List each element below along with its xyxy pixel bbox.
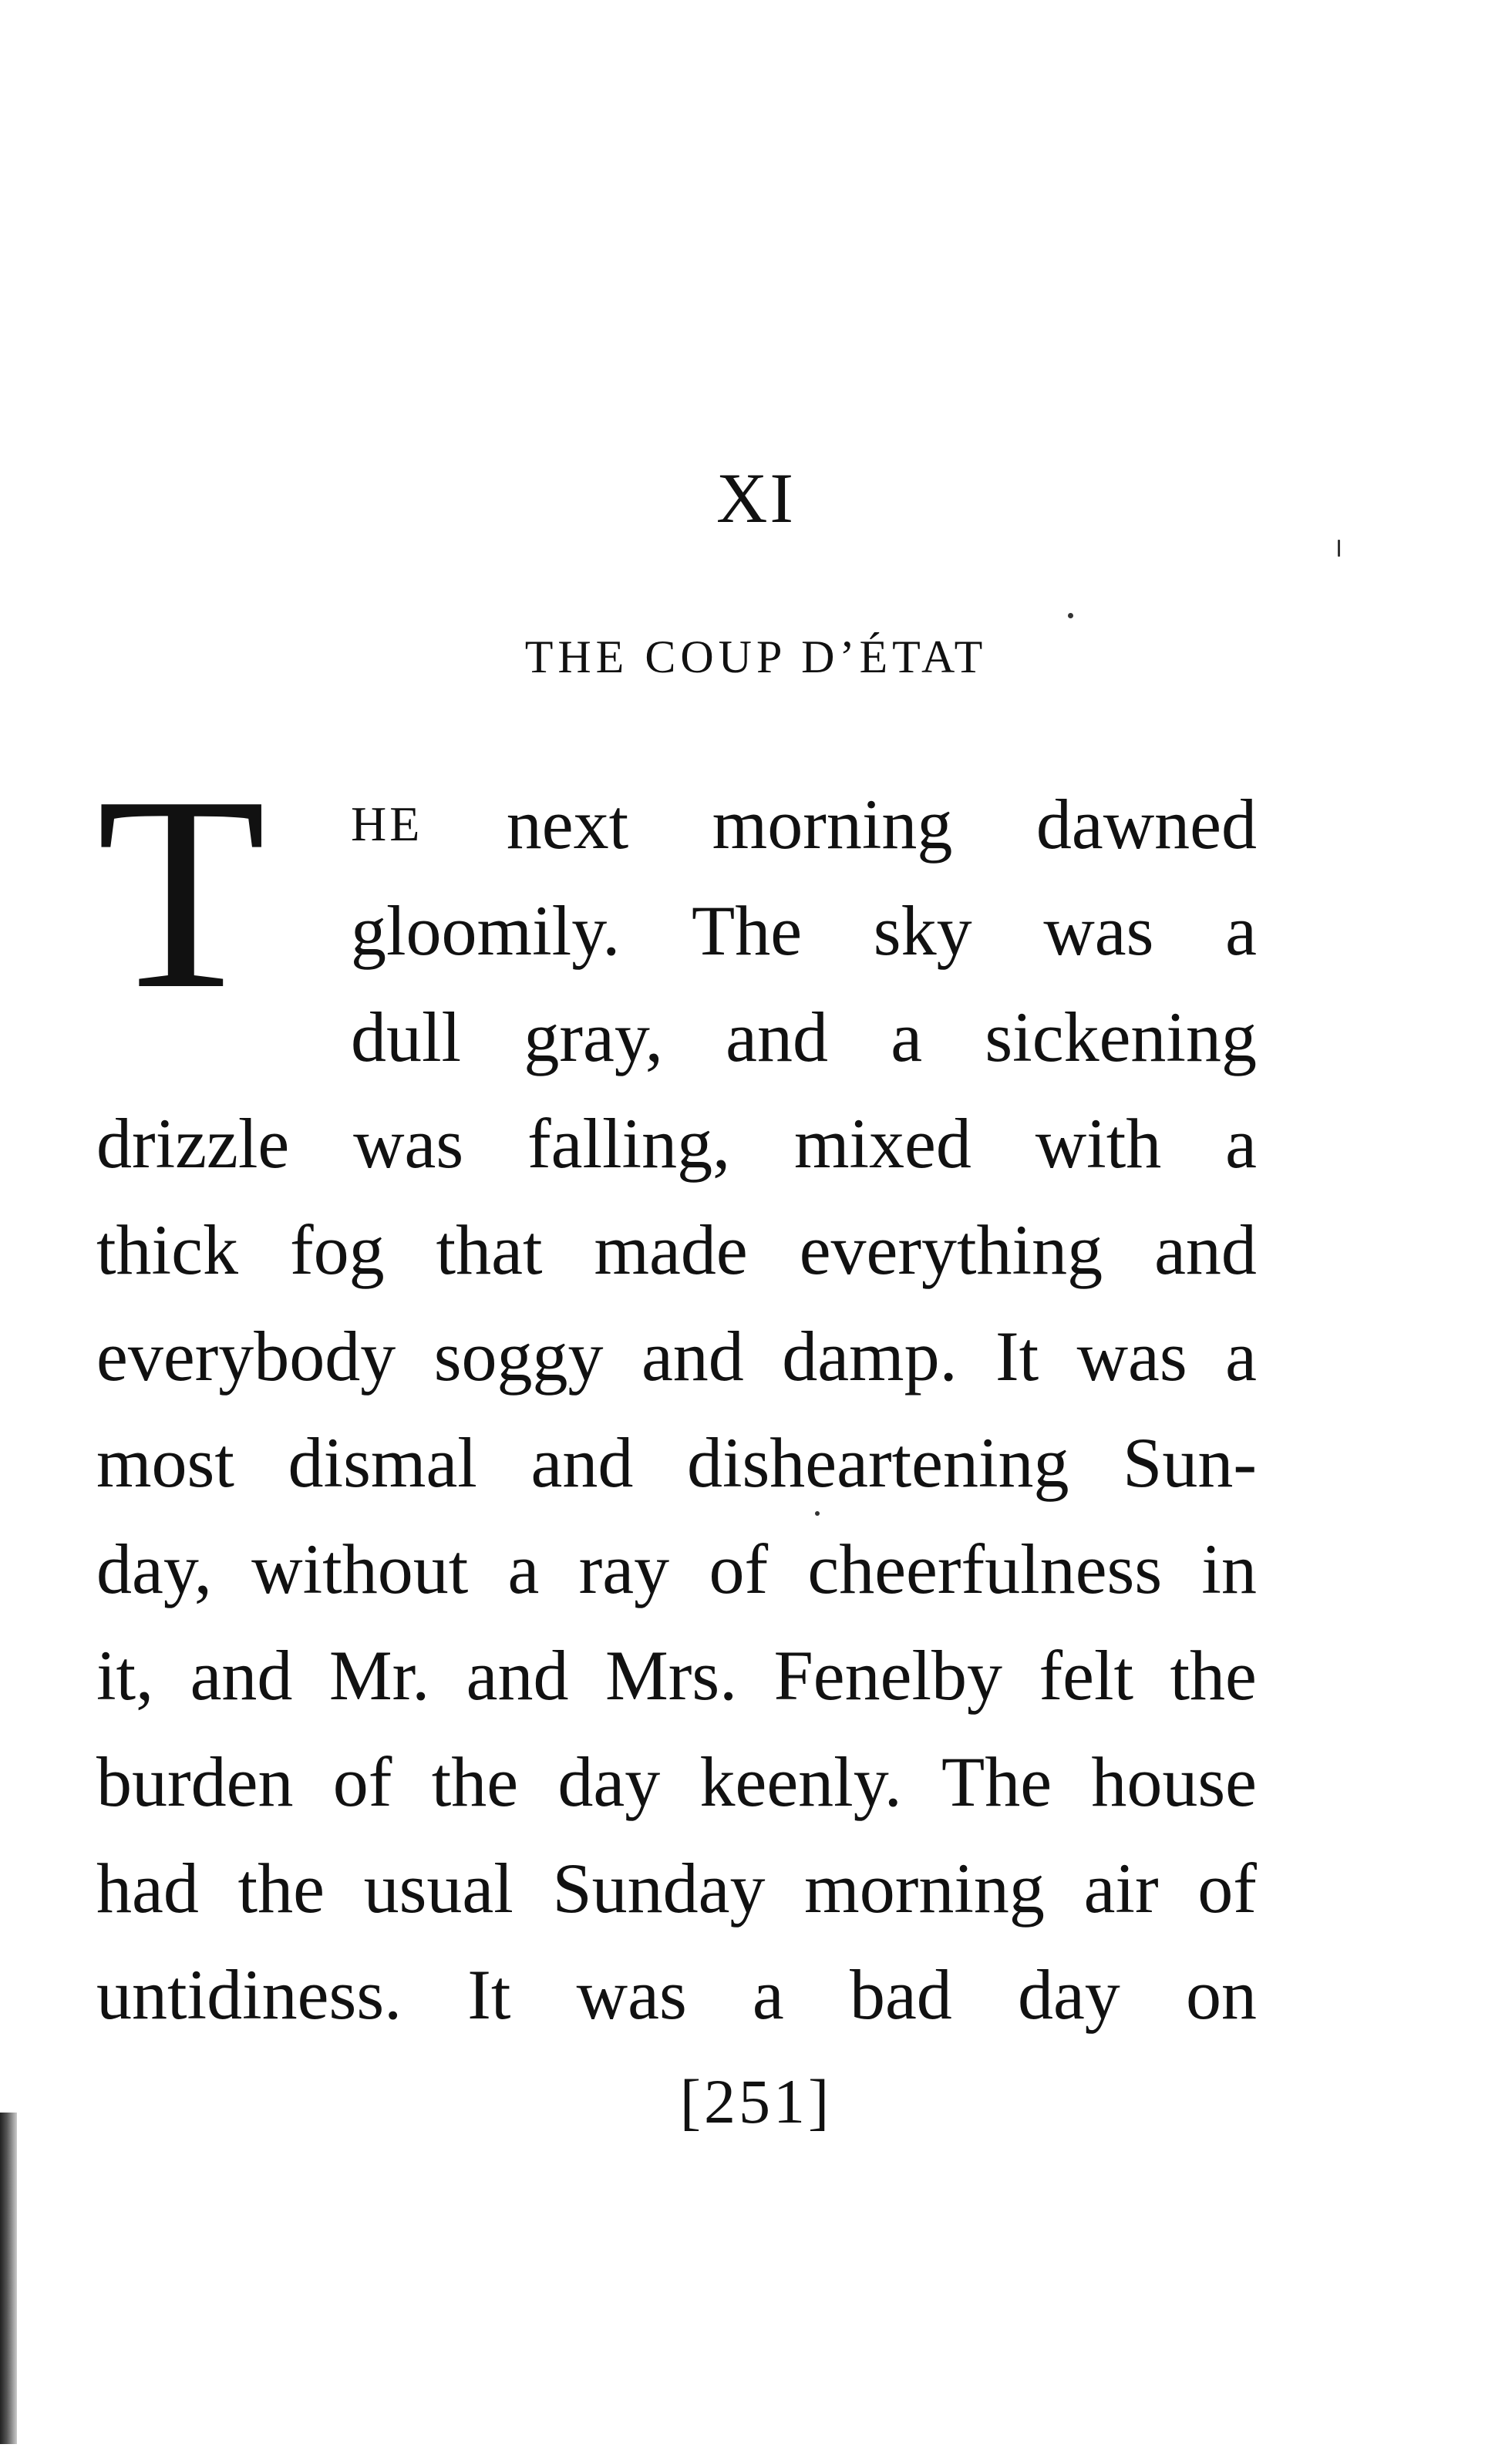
word: sickening	[985, 998, 1257, 1076]
word: Sunday	[552, 1849, 766, 1927]
word: a	[891, 998, 923, 1076]
text-line	[96, 1941, 1257, 2048]
word: day,	[96, 1530, 212, 1608]
word: bad	[849, 1955, 952, 2034]
word: air	[1083, 1849, 1159, 1927]
word: Sun-	[1123, 1423, 1257, 1502]
word: The	[692, 891, 803, 970]
word: it,	[96, 1636, 154, 1715]
word: next	[506, 785, 629, 864]
word: with	[1035, 1104, 1162, 1183]
word: day	[557, 1742, 661, 1821]
word: and	[466, 1636, 569, 1715]
word: Mr.	[328, 1636, 430, 1715]
word: everything	[799, 1210, 1103, 1289]
word: a	[1225, 1104, 1257, 1183]
word: ray	[578, 1530, 670, 1608]
word: dawned	[1036, 785, 1257, 864]
text-line	[351, 771, 1257, 877]
word: the	[1170, 1636, 1257, 1715]
word: drizzle	[96, 1104, 290, 1183]
word: usual	[363, 1849, 514, 1927]
scan-speck	[1338, 540, 1340, 557]
word: of	[332, 1742, 392, 1821]
word: of	[1197, 1849, 1257, 1927]
word: HE	[351, 796, 423, 851]
word: cheerfulness	[807, 1530, 1163, 1608]
word: and	[1154, 1210, 1257, 1289]
word: the	[431, 1742, 519, 1821]
word: a	[752, 1955, 784, 2034]
word: the	[237, 1849, 325, 1927]
word: Mrs.	[604, 1636, 738, 1715]
word: a	[1225, 1317, 1257, 1396]
scan-speck	[815, 1511, 820, 1516]
word: on	[1185, 1955, 1257, 2034]
word: Fenelby	[773, 1636, 1003, 1715]
text-line	[96, 1090, 1257, 1197]
word: morning	[804, 1849, 1045, 1927]
word: a	[1225, 891, 1257, 970]
word: It	[995, 1317, 1039, 1396]
text-line	[96, 1197, 1257, 1303]
word: damp.	[782, 1317, 958, 1396]
text-line	[96, 1516, 1257, 1622]
word: and	[726, 998, 828, 1076]
word: and	[641, 1317, 744, 1396]
drop-cap: T	[96, 739, 266, 1046]
page-number: [251]	[679, 2066, 833, 2136]
word: fog	[289, 1210, 385, 1289]
text-line	[96, 1835, 1257, 1941]
word: thick	[96, 1210, 238, 1289]
word: mixed	[793, 1104, 972, 1183]
text-line	[96, 1729, 1257, 1835]
word: without	[251, 1530, 469, 1608]
scan-edge-shadow	[0, 2113, 17, 2444]
word: and	[530, 1423, 634, 1502]
word: soggy	[433, 1317, 604, 1396]
word: keenly.	[699, 1742, 902, 1821]
word: felt	[1039, 1636, 1134, 1715]
word: had	[96, 1849, 199, 1927]
text-line	[351, 877, 1257, 984]
word: disheartening	[686, 1423, 1069, 1502]
text-line	[96, 1303, 1257, 1409]
word: day	[1017, 1955, 1120, 2034]
word: house	[1091, 1742, 1257, 1821]
chapter-body-paragraph	[96, 739, 1257, 2048]
word: that	[436, 1210, 543, 1289]
word: most	[96, 1423, 234, 1502]
word: everybody	[96, 1317, 396, 1396]
word: burden	[96, 1742, 294, 1821]
word: untidiness.	[96, 1955, 402, 2034]
word: was	[353, 1104, 464, 1183]
word: and	[190, 1636, 293, 1715]
word: dismal	[288, 1423, 477, 1502]
word: falling,	[527, 1104, 731, 1183]
word: a	[507, 1530, 540, 1608]
word: was	[1076, 1317, 1187, 1396]
chapter-number: XI	[716, 459, 796, 537]
word: The	[941, 1742, 1052, 1821]
scan-speck	[1068, 613, 1073, 618]
word: in	[1201, 1530, 1257, 1608]
chapter-title: THE COUP D’ÉTAT	[524, 631, 988, 682]
word: gray,	[524, 998, 663, 1076]
word: dull	[351, 998, 462, 1076]
word: gloomily.	[351, 891, 621, 970]
text-line	[96, 1622, 1257, 1729]
word: made	[594, 1210, 748, 1289]
word: It	[467, 1955, 511, 2034]
text-line	[351, 984, 1257, 1090]
word: sky	[873, 891, 972, 970]
word: was	[1043, 891, 1154, 970]
word: of	[709, 1530, 769, 1608]
word: morning	[712, 785, 953, 864]
text-line	[96, 1409, 1257, 1516]
word: was	[576, 1955, 687, 2034]
